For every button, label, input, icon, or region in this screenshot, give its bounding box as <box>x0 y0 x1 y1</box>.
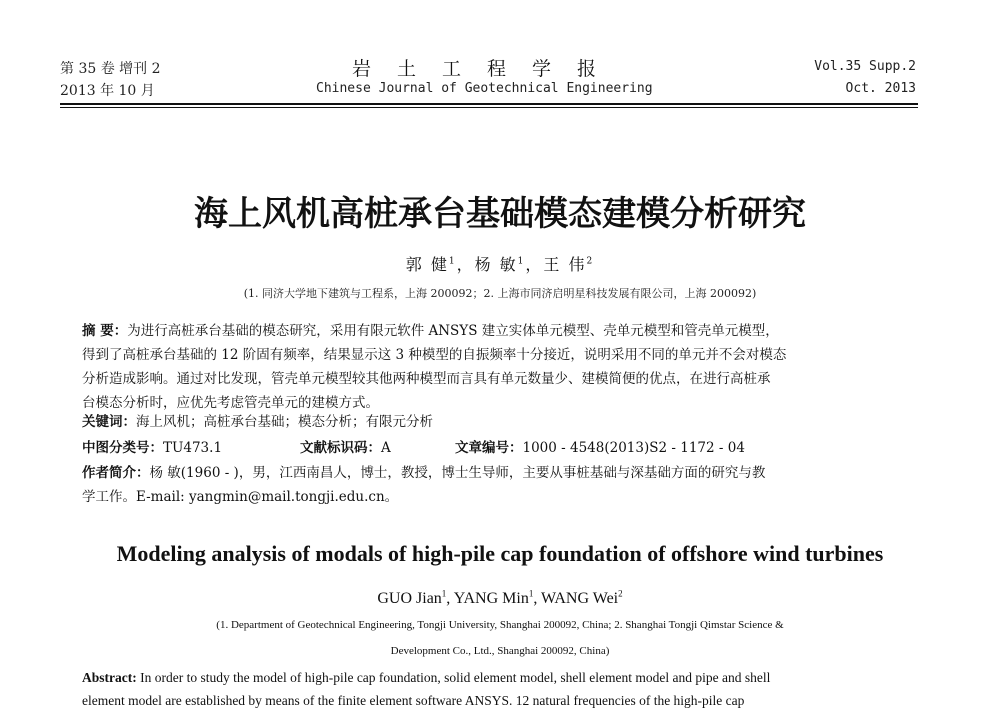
article-number <box>455 438 745 458</box>
author-bio-line-2: 学工作。E-mail: yangmin@mail.tongji.edu.cn。 <box>82 489 399 505</box>
date-en: Oct. 2013 <box>845 81 916 96</box>
abstract-cn-line-2: 得到了高桩承台基础的 12 阶固有频率，结果显示这 3 种模型的自振频率十分接近，说明采用不同的单元并不会对模态 <box>82 347 787 363</box>
keywords-cn-text: 海上风机；高桩承台基础；模态分析；有限元分析 <box>136 414 433 430</box>
affiliation-en-line-1: (1. Department of Geotechnical Engineering, Tongji University, Shanghai 200092, China; 2. Shanghai Tongji Qimstar Science & <box>216 619 784 631</box>
abstract-cn-label: 摘 要： <box>82 323 128 339</box>
author-cn-3: 王 伟 <box>543 255 587 274</box>
doc-code-label: 文献标识码： <box>300 440 381 456</box>
affiliation-cn: (1. 同济大学地下建筑与工程系，上海 200092；2. 上海市同济启明星科技发展有限公司，上海 200092) <box>243 287 757 300</box>
abstract-cn-line-1 <box>82 321 779 341</box>
author-en-2-sup: 1 <box>528 588 534 599</box>
author-sep: ， <box>456 255 475 274</box>
clc-value: TU473.1 <box>163 440 223 456</box>
clc-label: 中图分类号： <box>82 440 163 456</box>
affiliation-en-line-2: Development Co., Ltd., Shanghai 200092, China) <box>390 645 610 657</box>
clc-number <box>82 438 222 458</box>
author-en-3-sup: 2 <box>618 588 623 599</box>
author-cn-3-sup: 2 <box>586 256 595 267</box>
abstract-cn-line-4: 台模态分析时，应优先考虑管壳单元的建模方式。 <box>82 395 379 411</box>
abstract-cn-text-1: 为进行高桩承台基础的模态研究，采用有限元软件 ANSYS 建立实体单元模型、壳单元模型和管壳单元模型， <box>127 323 779 339</box>
author-sep: , <box>446 590 454 607</box>
author-cn-1: 郭 健 <box>405 255 449 274</box>
paper-title-en: Modeling analysis of modals of high-pile cap foundation of offshore wind turbines <box>116 541 884 566</box>
author-en-1-sup: 1 <box>441 588 447 599</box>
article-number-value: 1000 - 4548(2013)S2 - 1172 - 04 <box>522 440 745 456</box>
volume-en: Vol.35 Supp.2 <box>814 59 916 74</box>
author-en-1: GUO Jian <box>377 590 442 607</box>
abstract-en-text-1: In order to study the model of high-pile cap foundation, solid element model, shell element model and pipe and shell <box>136 670 771 685</box>
keywords-cn-label: 关键词： <box>82 414 136 430</box>
document-code <box>300 438 391 458</box>
journal-title-en: Chinese Journal of Geotechnical Engineering <box>316 81 653 96</box>
abstract-cn-line-3: 分析造成影响。通过对比发现，管壳单元模型较其他两种模型而言具有单元数量少、建模简便的优点，在进行高桩承 <box>82 371 771 387</box>
doc-code-value: A <box>381 440 391 456</box>
paper-title-cn: 海上风机高桩承台基础模态建模分析研究 <box>194 194 806 234</box>
volume-cn: 第 35 卷 增刊 2 <box>60 61 161 77</box>
keywords-cn <box>82 412 433 432</box>
journal-title-cn: 岩土工程学报 <box>352 58 623 80</box>
author-cn-1-sup: 1 <box>448 256 457 267</box>
author-bio-line-1 <box>82 463 765 483</box>
abstract-en-line-2: element model are established by means of the finite element software ANSYS. 12 natural frequencies of the high-pile cap <box>82 693 745 708</box>
author-cn-2: 杨 敏 <box>474 255 518 274</box>
author-en-2: YANG Min <box>453 590 529 607</box>
abstract-en-line-1 <box>82 670 770 686</box>
author-sep: , <box>533 590 542 607</box>
date-cn: 2013 年 10 月 <box>60 83 155 99</box>
header-rule-thick <box>60 103 918 105</box>
author-sep: ， <box>525 255 544 274</box>
author-en-3: WANG Wei <box>541 590 619 607</box>
header-rule-thin <box>60 107 918 108</box>
authors-en <box>0 590 1000 608</box>
article-number-label: 文章编号： <box>455 440 523 456</box>
author-cn-2-sup: 1 <box>517 256 526 267</box>
authors-cn <box>0 252 1000 275</box>
abstract-en-label: Abstract: <box>82 670 137 685</box>
author-bio-label: 作者简介： <box>82 465 150 481</box>
author-bio-text-1: 杨 敏(1960 - )，男，江西南昌人，博士，教授，博士生导师，主要从事桩基础与深基础方面的研究与教 <box>149 465 766 481</box>
